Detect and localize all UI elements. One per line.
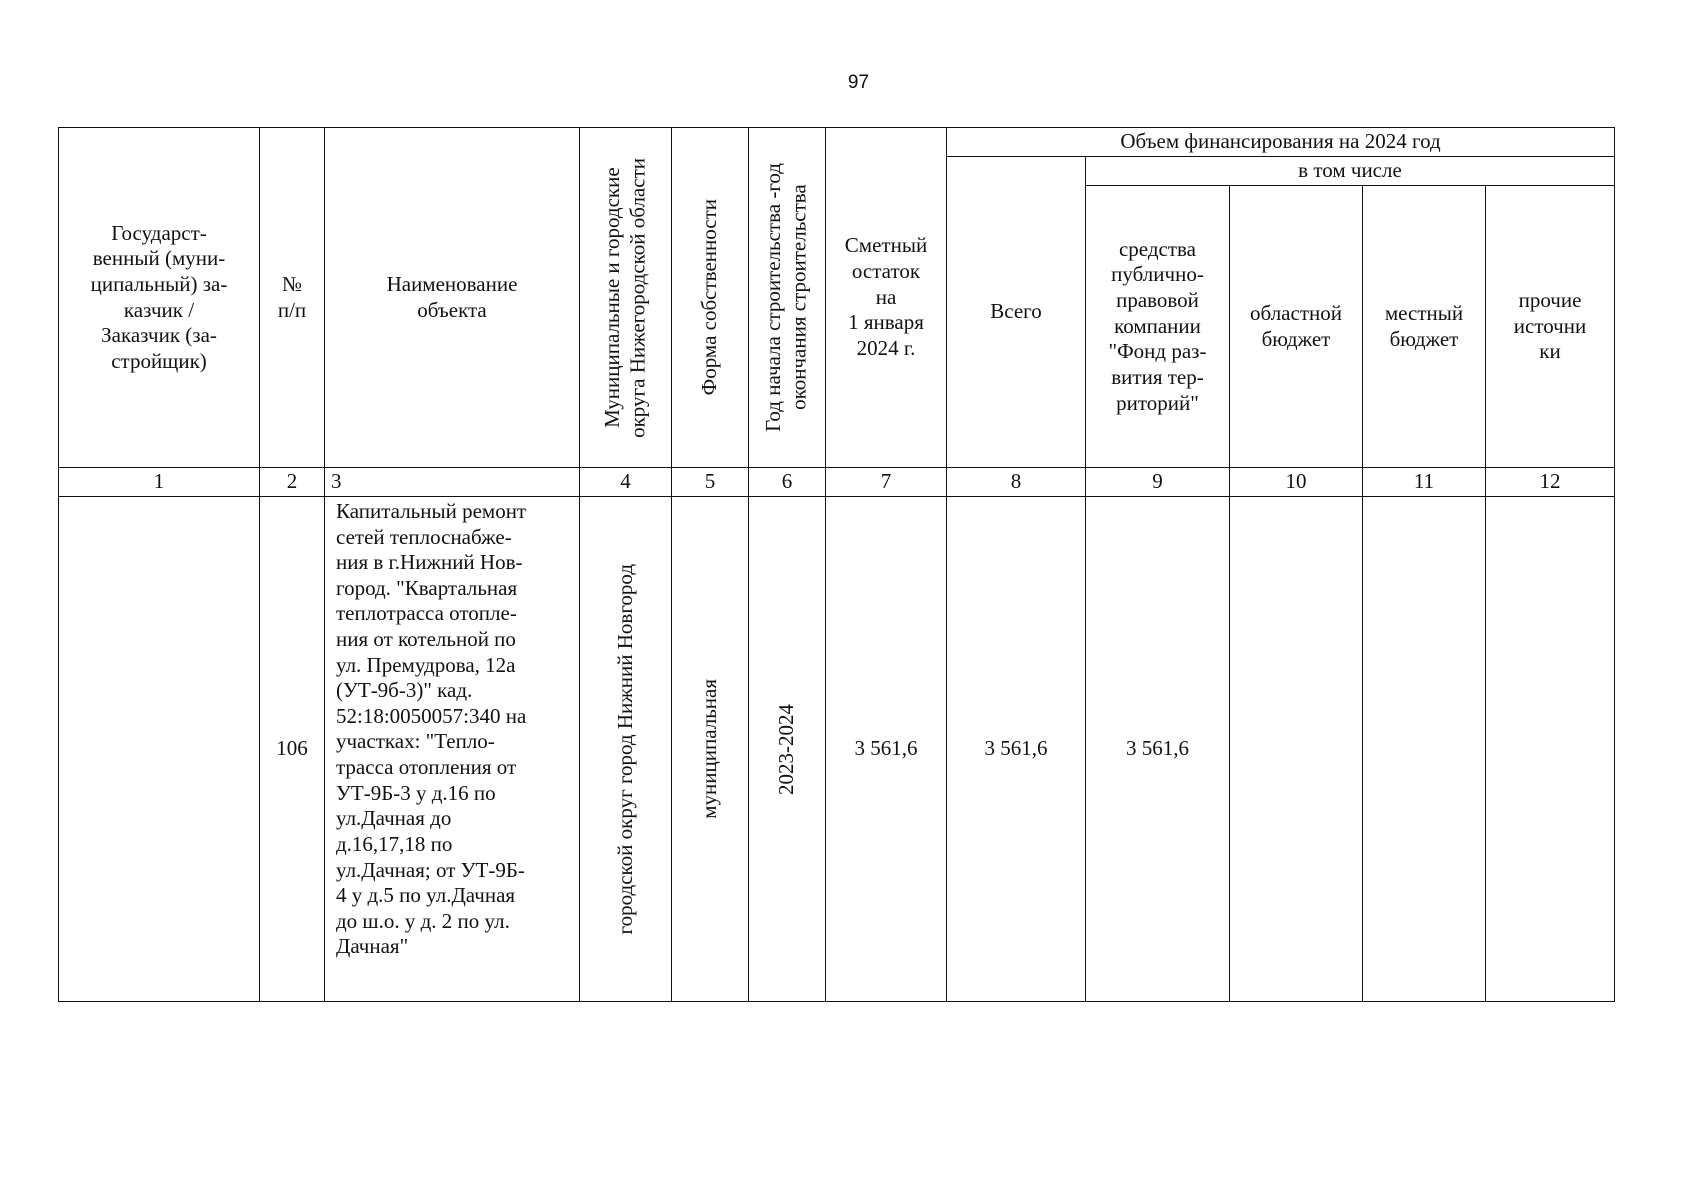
cell-number: 106 (260, 497, 325, 1002)
cell-fund: 3 561,6 (1086, 497, 1230, 1002)
column-number: 1 (59, 468, 260, 497)
header-ownership: Форма собственности (672, 128, 749, 468)
header-municipality: Муниципальные и городские округа Нижегородской области (580, 128, 672, 468)
header-estimate-balance: Сметный остаток на 1 января 2024 г. (826, 128, 947, 468)
column-number: 10 (1230, 468, 1363, 497)
header-local: местный бюджет (1363, 186, 1486, 468)
financing-table (58, 127, 1615, 1002)
header-regional: областной бюджет (1230, 186, 1363, 468)
page-number: 97 (847, 72, 870, 93)
header-years: Год начала строительства -год окончания строительства (749, 128, 826, 468)
table-row (59, 497, 1615, 1002)
cell-object-name: Капитальный ремонт сетей теплоснабже- ния в г.Нижний Нов- город. "Квартальная теплотрасса отопле- ния от котельной по ул. Премудрова, 12а (УТ-9б-3)" кад. 52:18:0050057:340 на участках: "Тепло- трасса отопления от УТ-9Б-3 у д.16 по ул.Дачная до д.16,17,18 по ул.Дачная; от УТ-9Б- 4 у д.5 по ул.Дачная до ш.о. у д. 2 по ул. Дачная" (325, 497, 580, 1002)
cell-estimate-balance: 3 561,6 (826, 497, 947, 1002)
column-number: 11 (1363, 468, 1486, 497)
cell-customer (59, 497, 260, 1002)
cell-regional (1230, 497, 1363, 1002)
column-number: 3 (325, 468, 580, 497)
header-total: Всего (947, 157, 1086, 468)
column-numbers-row (59, 468, 1615, 497)
header-other: прочие источни ки (1486, 186, 1615, 468)
column-number: 8 (947, 468, 1086, 497)
column-number: 9 (1086, 468, 1230, 497)
column-number: 7 (826, 468, 947, 497)
column-number: 6 (749, 468, 826, 497)
cell-other (1486, 497, 1615, 1002)
column-number: 12 (1486, 468, 1615, 497)
header-financing: Объем финансирования на 2024 год (947, 128, 1615, 157)
column-number: 5 (672, 468, 749, 497)
column-number: 2 (260, 468, 325, 497)
header-including: в том числе (1086, 157, 1615, 186)
column-number: 4 (580, 468, 672, 497)
cell-years: 2023-2024 (749, 497, 826, 1002)
header-number: № п/п (260, 128, 325, 468)
cell-local (1363, 497, 1486, 1002)
header-object-name: Наименование объекта (325, 128, 580, 468)
header-customer: Государст- венный (муни- ципальный) за- казчик / Заказчик (за- стройщик) (59, 128, 260, 468)
cell-total: 3 561,6 (947, 497, 1086, 1002)
cell-ownership: муниципальная (672, 497, 749, 1002)
header-fund: средства публично- правовой компании "Фонд раз- вития тер- риторий" (1086, 186, 1230, 468)
cell-municipality: городской округ город Нижний Новгород (580, 497, 672, 1002)
